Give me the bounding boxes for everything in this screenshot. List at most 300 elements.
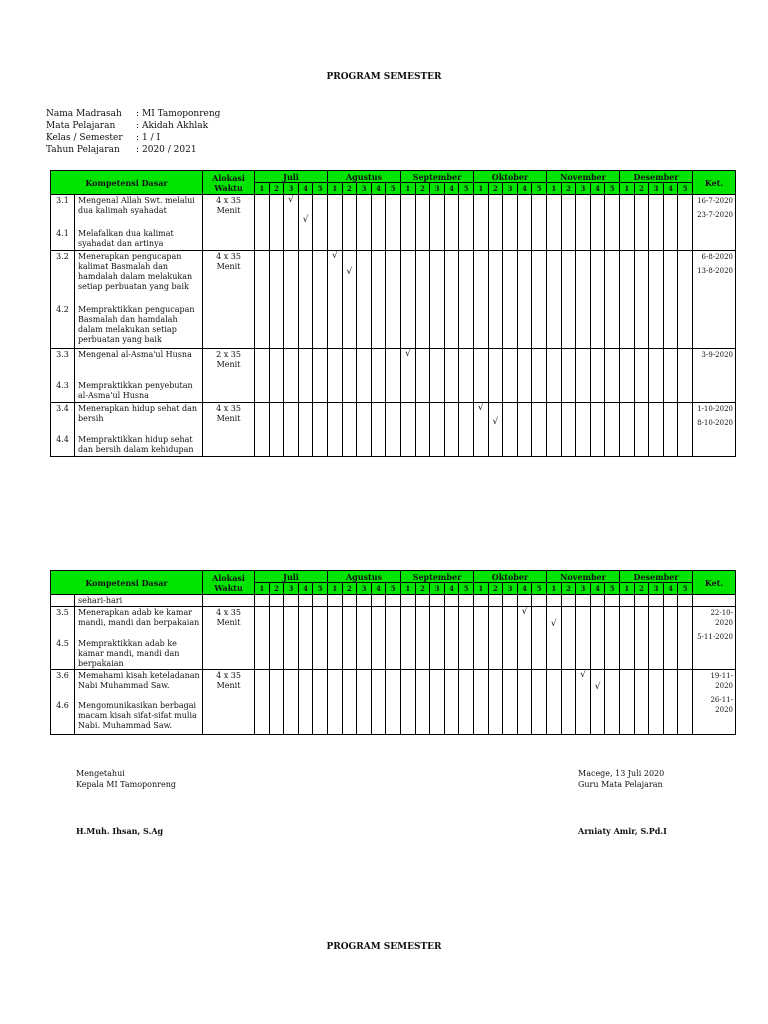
- alokasi-waktu: 4 x 35 Menit: [203, 669, 255, 734]
- week-cell: [284, 669, 299, 734]
- kd-number: 4.3: [51, 380, 75, 402]
- week-cell: [473, 669, 488, 734]
- check-mark-icon: √: [492, 417, 499, 427]
- header-week-number: 2: [269, 183, 284, 195]
- week-cell: [634, 669, 649, 734]
- alokasi-waktu: 4 x 35 Menit: [203, 403, 255, 457]
- schedule-date: 26-11-2020: [710, 695, 733, 714]
- week-cell: [561, 607, 576, 670]
- week-cell: [255, 607, 270, 670]
- week-cell: [371, 251, 386, 349]
- header-month: September: [401, 571, 474, 583]
- week-cell: [328, 595, 343, 607]
- week-cell: [649, 669, 664, 734]
- week-cell: [255, 349, 270, 403]
- week-cell: [503, 349, 518, 403]
- schedule-date: 5-11-2020: [697, 633, 733, 641]
- header-month: September: [401, 171, 474, 183]
- week-cell: [678, 595, 693, 607]
- keterangan-dates: [693, 403, 736, 457]
- header-kompetensi-dasar: Kompetensi Dasar: [51, 171, 203, 195]
- week-cell: [313, 669, 328, 734]
- week-cell: [401, 251, 416, 349]
- week-cell: [576, 607, 591, 670]
- week-cell: [444, 403, 459, 457]
- header-week-number: 2: [488, 583, 503, 595]
- week-cell: [473, 595, 488, 607]
- acknowledge-text: Mengetahui: [76, 769, 125, 778]
- identity-block: [46, 108, 220, 156]
- header-month: Oktober: [473, 171, 546, 183]
- signature-right: [578, 768, 664, 790]
- kd-number: 3.6: [51, 669, 75, 700]
- week-cell: [357, 349, 372, 403]
- week-cell: [371, 607, 386, 670]
- week-cell: [634, 607, 649, 670]
- header-week-number: 5: [313, 583, 328, 595]
- kd-description: Mengenal al-Asma'ul Husna: [75, 349, 203, 381]
- header-week-number: 3: [284, 183, 299, 195]
- week-cell: [357, 607, 372, 670]
- week-cell: [517, 251, 532, 349]
- week-cell: [357, 195, 372, 251]
- week-cell: [386, 669, 401, 734]
- week-cell: [619, 195, 634, 251]
- keterangan-dates: [693, 607, 736, 670]
- header-week-number: 3: [430, 183, 445, 195]
- week-cell: [401, 595, 416, 607]
- header-week-number: 5: [459, 183, 474, 195]
- week-cell: [269, 669, 284, 734]
- header-week-number: 5: [678, 583, 693, 595]
- week-cell: [619, 403, 634, 457]
- teacher-title: Guru Mata Pelajaran: [578, 780, 663, 789]
- week-cell: [605, 595, 620, 607]
- info-separator: :: [136, 133, 140, 143]
- header-week-number: 1: [255, 183, 270, 195]
- header-week-number: 4: [444, 183, 459, 195]
- week-cell: [342, 669, 357, 734]
- week-cell: [284, 595, 299, 607]
- alokasi-waktu: 2 x 35 Menit: [203, 349, 255, 403]
- week-cell: [298, 403, 313, 457]
- schedule-date: 6-8-2020: [701, 253, 733, 261]
- week-cell: [298, 195, 313, 251]
- header-week-number: 4: [371, 183, 386, 195]
- week-cell: [313, 349, 328, 403]
- week-cell: [444, 607, 459, 670]
- week-cell: [459, 195, 474, 251]
- header-week-number: 4: [590, 583, 605, 595]
- week-cell: [313, 403, 328, 457]
- week-cell: [284, 403, 299, 457]
- week-cell: [488, 595, 503, 607]
- header-week-number: 1: [328, 583, 343, 595]
- week-cell: [342, 195, 357, 251]
- header-week-number: 1: [619, 583, 634, 595]
- keterangan-dates: [693, 251, 736, 349]
- headmaster-name: H.Muh. Ihsan, S.Ag: [76, 826, 164, 836]
- header-week-number: 3: [649, 583, 664, 595]
- week-cell: [517, 607, 532, 670]
- week-cell: [459, 349, 474, 403]
- week-cell: [415, 195, 430, 251]
- kd-number: 4.5: [51, 638, 75, 670]
- week-cell: [386, 595, 401, 607]
- week-cell: [269, 349, 284, 403]
- table-row: [51, 403, 736, 435]
- week-cell: [561, 595, 576, 607]
- header-week-number: 3: [576, 183, 591, 195]
- info-row-kelas: [46, 132, 220, 144]
- week-cell: [386, 349, 401, 403]
- signature-left: [76, 768, 176, 790]
- header-week-number: 1: [255, 583, 270, 595]
- week-cell: [619, 349, 634, 403]
- week-cell: [313, 607, 328, 670]
- check-mark-icon: √: [521, 607, 528, 617]
- week-cell: [430, 595, 445, 607]
- week-cell: [532, 349, 547, 403]
- table-row: [51, 607, 736, 638]
- info-value: Akidah Akhlak: [142, 121, 209, 131]
- info-value: 2020 / 2021: [142, 145, 197, 155]
- week-cell: [546, 403, 561, 457]
- week-cell: [663, 607, 678, 670]
- week-cell: [371, 669, 386, 734]
- week-cell: [357, 403, 372, 457]
- week-cell: [546, 349, 561, 403]
- header-week-number: 3: [430, 583, 445, 595]
- week-cell: [401, 607, 416, 670]
- week-cell: [532, 195, 547, 251]
- kd-number: 3.1: [51, 195, 75, 229]
- headmaster-title: Kepala MI Tamoponreng: [76, 780, 176, 789]
- week-cell: [590, 595, 605, 607]
- week-cell: [415, 349, 430, 403]
- week-cell: [328, 251, 343, 349]
- week-cell: [605, 349, 620, 403]
- header-week-number: 2: [342, 583, 357, 595]
- kd-description: Memahami kisah keteladanan Nabi Muhammad Saw.: [75, 669, 203, 700]
- header-month: Desember: [619, 571, 692, 583]
- week-cell: [459, 607, 474, 670]
- schedule-date: 23-7-2020: [697, 211, 733, 219]
- week-cell: [488, 607, 503, 670]
- week-cell: [415, 251, 430, 349]
- header-week-number: 5: [459, 583, 474, 595]
- header-week-number: 5: [386, 183, 401, 195]
- check-mark-icon: √: [594, 681, 601, 692]
- header-ket: Ket.: [693, 571, 736, 595]
- week-cell: [444, 251, 459, 349]
- week-cell: [649, 251, 664, 349]
- header-month: Juli: [255, 571, 328, 583]
- week-cell: [649, 349, 664, 403]
- header-week-number: 3: [284, 583, 299, 595]
- program-semester-table-1: [50, 170, 736, 457]
- header-week-number: 3: [503, 583, 518, 595]
- header-week-number: 4: [444, 583, 459, 595]
- week-cell: [269, 403, 284, 457]
- week-cell: [546, 669, 561, 734]
- document-title: PROGRAM SEMESTER: [326, 72, 442, 82]
- teacher-name: Arniaty Amir, S.Pd.I: [578, 826, 667, 836]
- week-cell: [619, 595, 634, 607]
- header-week-number: 5: [605, 583, 620, 595]
- keterangan-dates: [693, 595, 736, 607]
- kd-description: Menerapkan pengucapan kalimat Basmalah dan hamdalah dalam melakukan setiap perbuatan yang baik: [75, 251, 203, 305]
- info-separator: :: [136, 109, 140, 119]
- header-month: Juli: [255, 171, 328, 183]
- alokasi-waktu: 4 x 35 Menit: [203, 607, 255, 670]
- week-cell: [386, 607, 401, 670]
- week-cell: [386, 195, 401, 251]
- week-cell: [328, 403, 343, 457]
- table-row: [51, 251, 736, 305]
- header-week-number: 2: [269, 583, 284, 595]
- week-cell: [649, 607, 664, 670]
- week-cell: [532, 669, 547, 734]
- header-month: Agustus: [328, 171, 401, 183]
- week-cell: [634, 403, 649, 457]
- schedule-date: 19-11-2020: [710, 671, 733, 690]
- week-cell: [576, 251, 591, 349]
- week-cell: [459, 403, 474, 457]
- week-cell: [546, 251, 561, 349]
- schedule-date: 3-9-2020: [701, 351, 733, 359]
- week-cell: [576, 349, 591, 403]
- table-row: [51, 349, 736, 381]
- week-cell: [488, 403, 503, 457]
- week-cell: [371, 595, 386, 607]
- keterangan-dates: [693, 349, 736, 403]
- header-alokasi-waktu: Alokasi Waktu: [203, 171, 255, 195]
- week-cell: [576, 669, 591, 734]
- keterangan-dates: [693, 669, 736, 734]
- week-cell: [430, 607, 445, 670]
- schedule-date: 22-10-2020: [710, 609, 733, 627]
- week-cell: [605, 669, 620, 734]
- week-cell: [430, 403, 445, 457]
- week-cell: [619, 607, 634, 670]
- week-cell: [503, 403, 518, 457]
- info-separator: :: [136, 145, 140, 155]
- header-week-number: 3: [503, 183, 518, 195]
- check-mark-icon: √: [346, 267, 353, 277]
- info-label: Kelas / Semester: [46, 133, 123, 143]
- header-ket: Ket.: [693, 171, 736, 195]
- header-week-number: 5: [605, 183, 620, 195]
- week-cell: [459, 595, 474, 607]
- week-cell: [590, 669, 605, 734]
- alokasi-waktu: 4 x 35 Menit: [203, 251, 255, 349]
- week-cell: [532, 403, 547, 457]
- kd-number: [51, 595, 75, 607]
- week-cell: [605, 607, 620, 670]
- week-cell: [415, 403, 430, 457]
- week-cell: [371, 195, 386, 251]
- week-cell: [342, 403, 357, 457]
- week-cell: [342, 595, 357, 607]
- info-row-tahun: [46, 144, 220, 156]
- week-cell: [634, 195, 649, 251]
- week-cell: [590, 195, 605, 251]
- header-kompetensi-dasar: Kompetensi Dasar: [51, 571, 203, 595]
- week-cell: [342, 251, 357, 349]
- week-cell: [649, 403, 664, 457]
- week-cell: [255, 595, 270, 607]
- week-cell: [415, 669, 430, 734]
- week-cell: [503, 595, 518, 607]
- week-cell: [649, 195, 664, 251]
- week-cell: [444, 195, 459, 251]
- header-week-number: 5: [678, 183, 693, 195]
- week-cell: [357, 669, 372, 734]
- week-cell: [590, 349, 605, 403]
- week-cell: [678, 195, 693, 251]
- table-row-continuation: [51, 595, 736, 607]
- header-week-number: 1: [546, 583, 561, 595]
- week-cell: [269, 195, 284, 251]
- week-cell: [298, 251, 313, 349]
- week-cell: [619, 251, 634, 349]
- header-week-number: 1: [328, 183, 343, 195]
- week-cell: [342, 607, 357, 670]
- week-cell: [342, 349, 357, 403]
- week-cell: [546, 195, 561, 251]
- week-cell: [430, 349, 445, 403]
- header-week-number: 3: [649, 183, 664, 195]
- week-cell: [488, 251, 503, 349]
- week-cell: [663, 595, 678, 607]
- week-cell: [503, 195, 518, 251]
- week-cell: [663, 349, 678, 403]
- week-cell: [284, 195, 299, 251]
- kd-description: Mengenal Allah Swt. melalui dua kalimah syahadat: [75, 195, 203, 229]
- week-cell: [663, 403, 678, 457]
- header-week-number: 4: [517, 583, 532, 595]
- check-mark-icon: √: [477, 403, 484, 413]
- check-mark-icon: √: [550, 619, 557, 629]
- info-row-mapel: [46, 120, 220, 132]
- week-cell: [561, 195, 576, 251]
- week-cell: [561, 349, 576, 403]
- check-mark-icon: √: [288, 195, 294, 205]
- schedule-date: 13-8-2020: [697, 267, 733, 275]
- header-week-number: 5: [313, 183, 328, 195]
- week-cell: [298, 669, 313, 734]
- week-cell: [663, 195, 678, 251]
- week-cell: [415, 595, 430, 607]
- week-cell: [328, 607, 343, 670]
- header-week-number: 2: [488, 183, 503, 195]
- place-date: Macege, 13 Juli 2020: [578, 769, 665, 778]
- header-month: Desember: [619, 171, 692, 183]
- week-cell: [328, 349, 343, 403]
- kd-number: 3.2: [51, 251, 75, 305]
- schedule-date: 8-10-2020: [697, 419, 733, 427]
- header-week-number: 5: [386, 583, 401, 595]
- kd-description: Melafalkan dua kalimat syahadat dan artinya: [75, 228, 203, 250]
- kd-description: Mengomunikasikan berbagai macam kisah sifat-sifat mulia Nabi. Muhammad Saw.: [75, 700, 203, 734]
- week-cell: [532, 595, 547, 607]
- week-cell: [488, 195, 503, 251]
- week-cell: [517, 669, 532, 734]
- header-week-number: 2: [342, 183, 357, 195]
- header-week-number: 4: [298, 583, 313, 595]
- header-week-number: 3: [576, 583, 591, 595]
- header-week-number: 1: [401, 583, 416, 595]
- week-cell: [430, 669, 445, 734]
- kd-description: Mempraktikkan adab ke kamar mandi, mandi dan berpakaian: [75, 638, 203, 670]
- week-cell: [255, 251, 270, 349]
- kd-description: Mempraktikkan pengucapan Basmalah dan hamdalah dalam melakukan setiap perbuatan yang baik: [75, 304, 203, 348]
- week-cell: [678, 669, 693, 734]
- week-cell: [444, 595, 459, 607]
- header-week-number: 1: [546, 183, 561, 195]
- week-cell: [269, 251, 284, 349]
- program-semester-table-2: [50, 570, 736, 735]
- header-month: Oktober: [473, 571, 546, 583]
- week-cell: [605, 403, 620, 457]
- week-cell: [328, 669, 343, 734]
- kd-number: 3.3: [51, 349, 75, 381]
- week-cell: [386, 403, 401, 457]
- week-cell: [269, 595, 284, 607]
- week-cell: [532, 251, 547, 349]
- week-cell: [605, 251, 620, 349]
- header-alokasi-waktu: Alokasi Waktu: [203, 571, 255, 595]
- week-cell: [415, 607, 430, 670]
- week-cell: [663, 669, 678, 734]
- week-cell: [503, 607, 518, 670]
- header-week-number: 4: [663, 183, 678, 195]
- week-cell: [678, 607, 693, 670]
- week-cell: [576, 195, 591, 251]
- week-cell: [663, 251, 678, 349]
- week-cell: [590, 251, 605, 349]
- week-cell: [473, 607, 488, 670]
- header-week-number: 4: [298, 183, 313, 195]
- week-cell: [298, 595, 313, 607]
- week-cell: [430, 195, 445, 251]
- week-cell: [517, 349, 532, 403]
- kd-description: Menerapkan adab ke kamar mandi, mandi dan berpakaian: [75, 607, 203, 638]
- header-week-number: 1: [401, 183, 416, 195]
- week-cell: [532, 607, 547, 670]
- week-cell: [401, 349, 416, 403]
- week-cell: [561, 403, 576, 457]
- week-cell: [459, 669, 474, 734]
- header-week-number: 4: [590, 183, 605, 195]
- week-cell: [430, 251, 445, 349]
- week-cell: [517, 195, 532, 251]
- kd-description-continued: sehari-hari: [75, 595, 203, 607]
- info-label: Nama Madrasah: [46, 109, 122, 119]
- week-cell: [255, 669, 270, 734]
- kd-number: 3.5: [51, 607, 75, 638]
- info-label: Mata Pelajaran: [46, 121, 116, 131]
- kd-description: Mempraktikkan hidup sehat dan bersih dalam kehidupan: [75, 434, 203, 456]
- week-cell: [459, 251, 474, 349]
- kd-number: 4.6: [51, 700, 75, 734]
- week-cell: [444, 669, 459, 734]
- week-cell: [284, 251, 299, 349]
- header-week-number: 4: [517, 183, 532, 195]
- info-label: Tahun Pelajaran: [46, 145, 120, 155]
- kd-number: 4.1: [51, 228, 75, 250]
